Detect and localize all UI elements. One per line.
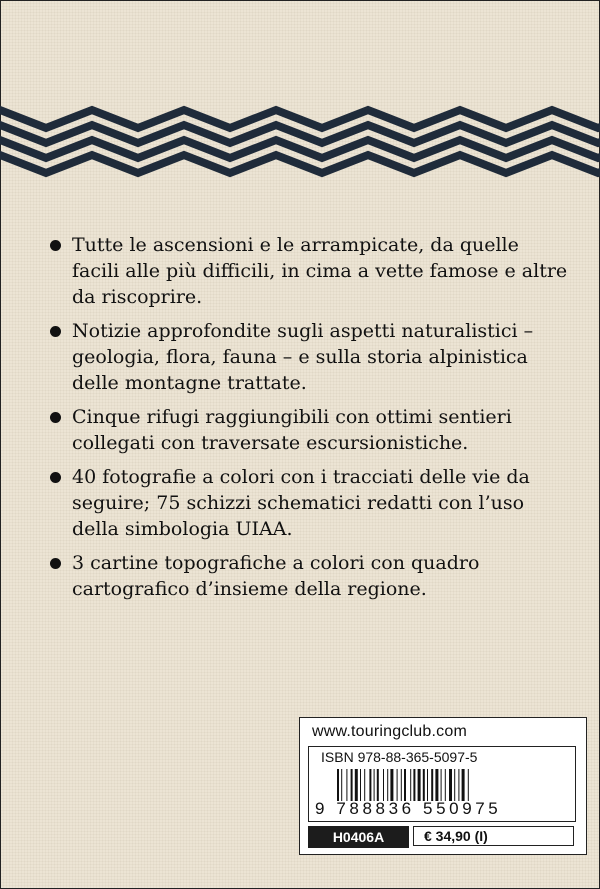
barcode-bar xyxy=(374,769,375,801)
barcode-bar xyxy=(401,769,402,801)
isbn-label: ISBN 978-88-365-5097-5 xyxy=(321,749,478,765)
barcode-bar xyxy=(449,769,452,801)
barcode-box xyxy=(308,746,576,822)
feature-list xyxy=(48,232,568,610)
feature-item xyxy=(48,404,568,456)
barcode-bar xyxy=(418,769,421,801)
product-code: H0406A xyxy=(308,826,409,848)
feature-item xyxy=(48,318,568,396)
zigzag-wave-icon xyxy=(0,98,600,188)
feature-text: Tutte le ascensioni e le arrampicate, da quelle facili alle più difficili, in cima a vette famose e altre da riscoprire. xyxy=(72,234,568,308)
barcode-bar xyxy=(355,769,358,801)
bullet-icon xyxy=(50,472,61,483)
barcode-bar xyxy=(413,769,415,801)
barcode-bar xyxy=(410,769,411,801)
bullet-icon xyxy=(50,240,61,251)
feature-item xyxy=(48,550,568,602)
barcode-panel xyxy=(299,717,587,855)
bullet-icon xyxy=(50,558,61,569)
barcode-bar xyxy=(423,769,425,801)
barcode-bar xyxy=(377,769,379,801)
barcode-bar xyxy=(387,769,388,801)
barcode-bar xyxy=(454,769,455,801)
barcode-bar xyxy=(404,769,406,801)
barcode-bar xyxy=(337,769,339,801)
barcode-digits: 9 788836 550975 xyxy=(315,799,502,818)
barcode-bar xyxy=(383,769,384,801)
feature-text: 3 cartine topografiche a colori con quadro cartografico d’insieme della regione. xyxy=(72,552,480,600)
barcode-bar xyxy=(435,769,438,801)
barcode-icon xyxy=(337,769,549,801)
barcode-bar xyxy=(351,769,353,801)
barcode-bar xyxy=(397,769,398,801)
barcode-bar xyxy=(364,769,365,801)
feature-text: Notizie approfondite sugli aspetti naturalistici – geologia, flora, fauna – e sulla storia alpinistica delle montagne trattate. xyxy=(72,320,534,394)
barcode-bar xyxy=(462,769,465,801)
feature-text: Cinque rifugi raggiungibili con ottimi sentieri collegati con traversate escursionistiche. xyxy=(72,406,512,454)
feature-item xyxy=(48,232,568,310)
barcode-bar xyxy=(458,769,459,801)
feature-text: 40 fotografie a colori con i tracciati delle vie da seguire; 75 schizzi schematici redatti con l’uso della simbologia UIAA. xyxy=(72,466,530,540)
bullet-icon xyxy=(50,326,61,337)
barcode-bar xyxy=(431,769,433,801)
publisher-website[interactable]: www.touringclub.com xyxy=(312,723,467,740)
barcode-bar xyxy=(441,769,442,801)
bullet-icon xyxy=(50,412,61,423)
barcode-bar xyxy=(445,769,446,801)
feature-item xyxy=(48,464,568,542)
barcode-bar xyxy=(341,769,342,801)
price-label: € 34,90 (I) xyxy=(413,826,574,846)
barcode-bar xyxy=(390,769,393,801)
barcode-bar xyxy=(468,769,469,801)
barcode-bar xyxy=(346,769,347,801)
barcode-bar xyxy=(360,769,361,801)
barcode-bar xyxy=(427,769,428,801)
barcode-bar xyxy=(369,769,371,801)
